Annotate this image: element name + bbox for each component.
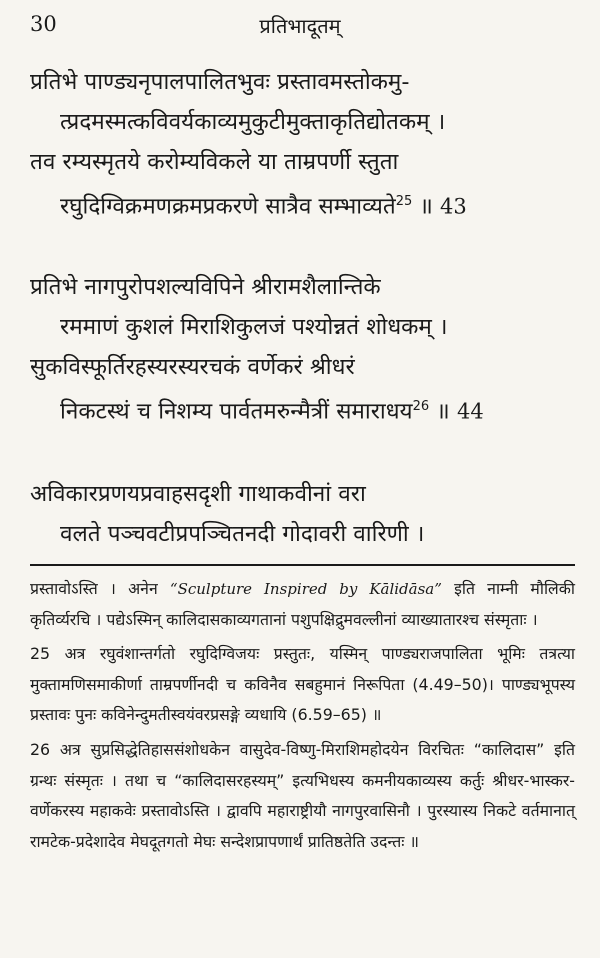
- footnotes: [30, 574, 575, 861]
- footnote-intro: [30, 574, 575, 635]
- verse-number: 43: [440, 194, 467, 219]
- footnote-text: प्रस्तावोऽस्ति । अनेन: [30, 579, 170, 598]
- verse-45: [30, 474, 590, 554]
- footnote-ref: 25: [395, 194, 413, 209]
- verse-number: 44: [456, 399, 484, 424]
- running-title: प्रतिभादूतम्: [259, 14, 341, 38]
- verse-line: त्प्रदमस्मत्कविवर्यकाव्यमुकुटीमुक्ताकृतिद्योतकम् ।: [60, 109, 446, 135]
- double-danda: ॥: [429, 398, 457, 425]
- verse-43: [30, 62, 590, 227]
- footnote-text: इति नाम्नी मौलिकी कृतिर्व्यरचि । पद्येऽस्मिन् कालिदासकाव्यगतानां पशुपक्षिद्रुमवल्लीनां व्याख्यातारश्च संस्मृताः ।: [30, 579, 575, 629]
- verse-line: रममाणं कुशलं मिराशिकुलजं पश्योन्नतं शोधकम् ।: [60, 314, 448, 340]
- footnote-ref: 26: [412, 399, 430, 414]
- verse-line: सुकविस्फूर्तिरहस्यरस्यरचकं वर्णेकरं श्रीधरं: [30, 354, 355, 380]
- verse-line: अविकारप्रणयप्रवाहसदृशी गाथाकवीनां वरा: [30, 481, 366, 507]
- work-title: “Sculpture Inspired by Kālidāsa”: [169, 580, 442, 598]
- verse-line-last: [30, 182, 590, 227]
- verse-line: प्रतिभे नागपुरोपशल्यविपिने श्रीरामशैलान्तिके: [30, 274, 381, 300]
- footnote-25: 25 अत्र रघुवंशान्तर्गतो रघुदिग्विजयः प्रस्तुतः, यस्मिन् पाण्ड्यराजपालिता भूमिः तत्रत्या मुक्तामणिसमाकीर्णा ताम्रपर्णीनदी च कविनैव सबहुमानं निरूपिता (4.49–50)। पाण्ड्यभूपस्य प्रस्तावः पुनः कविनेन्दुमतीस्वयंवरप्रसङ्गे व्यधायि (6.59–65) ॥: [30, 644, 575, 725]
- verse-line: वलते पञ्चवटीप्रपञ्चितनदी गोदावरी वारिणी ।: [60, 521, 425, 547]
- footnote-divider: [30, 564, 575, 566]
- footnote-26: 26 अत्र सुप्रसिद्धेतिहाससंशोधकेन वासुदेव-विष्णु-मिराशिमहोदयेन विरचितः “कालिदास” इति ग्रन्थः संस्मृतः । तथा च “कालिदासरहस्यम्” इत्यभिधस्य कमनीयकाव्यस्य कर्तुः श्रीधर-भास्कर-वर्णेकरस्य महाकवेः प्रस्तावोऽस्ति । द्वावपि महाराष्ट्रीयौ नागपुरवासिनौ । पुरस्यास्य निकटे वर्तमानात् रामटेक-प्रदेशादेव मेघदूतगतो मेघः सन्देशप्रापणार्थं प्रातिष्ठतेति उदन्तः ॥: [30, 739, 575, 851]
- verse-text: रघुदिग्विक्रमणक्रमप्रकरणे सात्रैव सम्भाव्यते: [60, 193, 396, 220]
- verse-line: तव रम्यस्मृतये करोम्यविकले या ताम्रपर्णी स्तुता: [30, 149, 399, 175]
- verse-text: निकटस्थं च निशम्य पार्वतमरुन्मैत्रीं समाराधय: [60, 398, 413, 425]
- verse-line: प्रतिभे पाण्ड्यनृपालपालितभुवः प्रस्तावमस्तोकमु-: [30, 69, 410, 95]
- double-danda: ॥: [412, 193, 441, 220]
- page-number: 30: [30, 12, 57, 36]
- verse-44: [30, 267, 590, 432]
- verse-line-last: [30, 387, 590, 432]
